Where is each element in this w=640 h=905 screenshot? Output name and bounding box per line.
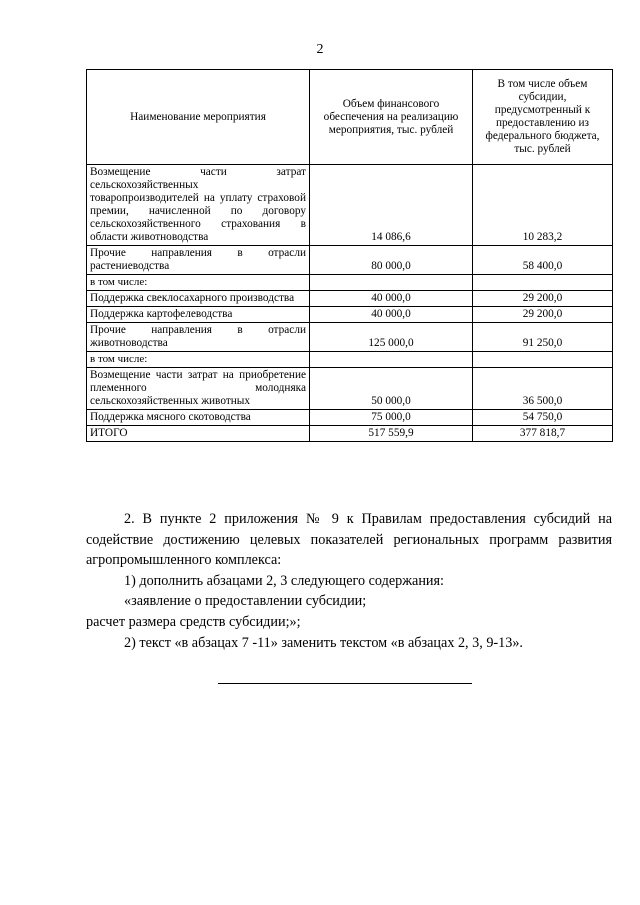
row-volume: 517 559,9 [310,426,473,442]
row-subsidy: 10 283,2 [473,165,613,246]
row-volume: 80 000,0 [310,246,473,275]
amendment-item-2: 2) текст «в абзацах 7 -11» заменить текстом «в абзацах 2, 3, 9-13». [124,634,523,651]
row-volume: 125 000,0 [310,323,473,352]
row-name: Возмещение части затрат сельскохозяйственных товаропроизводителей на уплату страховой премии, начисленной по договору сельскохозяйственного страхования в области животноводства [87,165,310,246]
table-row [87,165,613,246]
row-volume: 40 000,0 [310,307,473,323]
row-volume [310,275,473,291]
table-row [87,307,613,323]
header-subsidy: В том числе объем субсидии, предусмотренный к предоставлению из федерального бюджета, тыс. рублей [473,70,613,165]
row-subsidy: 29 200,0 [473,291,613,307]
table-row [87,291,613,307]
row-volume [310,352,473,368]
separator-line [218,683,472,684]
row-subsidy: 29 200,0 [473,307,613,323]
row-name: Прочие направления в отрасли растениеводства [87,246,310,275]
row-name: в том числе: [87,275,310,291]
row-subsidy: 377 818,7 [473,426,613,442]
row-subsidy: 54 750,0 [473,410,613,426]
row-name: Поддержка свеклосахарного производства [87,291,310,307]
quoted-line-1: «заявление о предоставлении субсидии; [124,593,367,610]
row-volume: 40 000,0 [310,291,473,307]
table-row [87,368,613,410]
table-total-row [87,426,613,442]
quoted-line-2: расчет размера средств субсидии;»; [86,613,301,630]
amendment-paragraph: 2. В пункте 2 приложения № 9 к Правилам предоставления субсидий на содействие достижению целевых показателей региональных программ развития агропромышленного комплекса: [86,511,612,569]
row-name: Возмещение части затрат на приобретение племенного молодняка сельскохозяйственных животных [87,368,310,410]
amendment-text [86,509,612,653]
row-subsidy [473,275,613,291]
row-volume: 14 086,6 [310,165,473,246]
table-header-row [87,70,613,165]
header-name: Наименование мероприятия [87,70,310,165]
row-name: Поддержка мясного скотоводства [87,410,310,426]
table-row [87,323,613,352]
page-number: 2 [316,42,324,57]
table-row [87,275,613,291]
row-subsidy: 91 250,0 [473,323,613,352]
row-name: Поддержка картофелеводства [87,307,310,323]
table-row [87,410,613,426]
row-name: в том числе: [87,352,310,368]
row-name: ИТОГО [87,426,310,442]
row-subsidy [473,352,613,368]
row-subsidy: 36 500,0 [473,368,613,410]
table-row [87,352,613,368]
table-row [87,246,613,275]
subsidy-table [86,69,613,442]
row-subsidy: 58 400,0 [473,246,613,275]
header-volume: Объем финансового обеспечения на реализацию мероприятия, тыс. рублей [310,70,473,165]
amendment-item-1: 1) дополнить абзацами 2, 3 следующего содержания: [124,572,444,589]
row-volume: 50 000,0 [310,368,473,410]
row-volume: 75 000,0 [310,410,473,426]
row-name: Прочие направления в отрасли животноводства [87,323,310,352]
